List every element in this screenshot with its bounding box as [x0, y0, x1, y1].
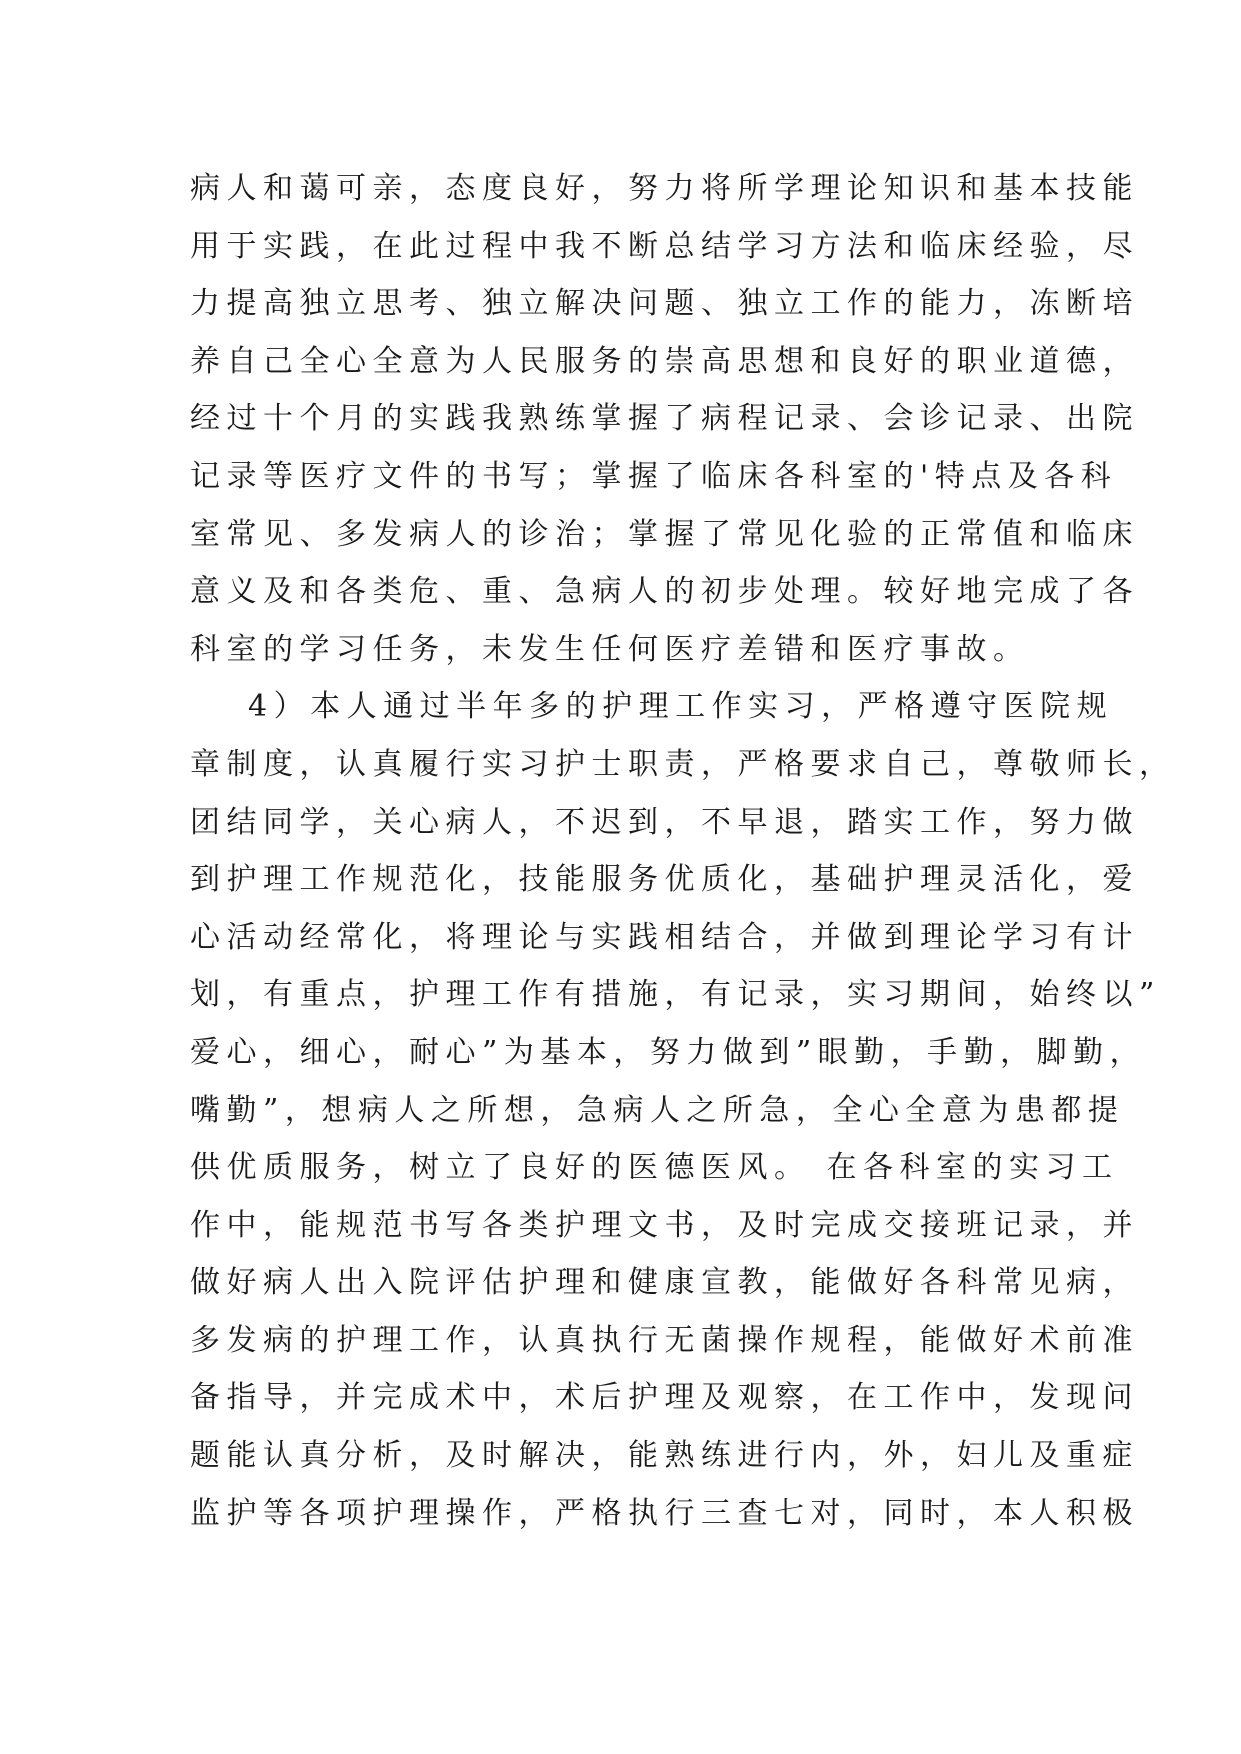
text-line: 划，有重点，护理工作有措施，有记录，实习期间，始终以” — [190, 977, 1161, 1013]
text-line: 心活动经常化，将理论与实践相结合，并做到理论学习有计 — [190, 919, 1139, 955]
text-line: 意义及和各类危、重、急病人的初步处理。较好地完成了各 — [190, 574, 1139, 610]
text-line: 做好病人出入院评估护理和健康宣教，能做好各科常见病， — [190, 1265, 1139, 1301]
text-line: 室常见、多发病人的诊治；掌握了常见化验的正常值和临床 — [190, 516, 1139, 552]
text-line: 科室的学习任务，未发生任何医疗差错和医疗事故。 — [190, 631, 1030, 667]
text-line: 到护理工作规范化，技能服务优质化，基础护理灵活化，爱 — [190, 862, 1139, 898]
text-line: 多发病的护理工作，认真执行无菌操作规程，能做好术前准 — [190, 1322, 1139, 1358]
text-line: 经过十个月的实践我熟练掌握了病程记录、会诊记录、出院 — [190, 401, 1139, 437]
text-line: 养自己全心全意为人民服务的崇高思想和良好的职业道德， — [190, 343, 1139, 379]
text-line: 备指导，并完成术中，术后护理及观察，在工作中，发现问 — [190, 1380, 1139, 1416]
text-line: 力提高独立思考、独立解决问题、独立工作的能力，冻断培 — [190, 286, 1139, 322]
text-line: 章制度，认真履行实习护士职责，严格要求自己，尊敬师长， — [190, 746, 1176, 782]
text-line: 题能认真分析，及时解决，能熟练进行内，外，妇儿及重症 — [190, 1438, 1139, 1474]
text-line: 用于实践，在此过程中我不断总结学习方法和临床经验，尽 — [190, 228, 1139, 264]
text-line: 团结同学，关心病人，不迟到，不早退，踏实工作，努力做 — [190, 804, 1139, 840]
text-line: 爱心，细心，耐心”为基本，努力做到”眼勤，手勤，脚勤， — [190, 1034, 1147, 1070]
text-line: 作中，能规范书写各类护理文书，及时完成交接班记录，并 — [190, 1207, 1139, 1243]
text-line: 记录等医疗文件的书写；掌握了临床各科室的'特点及各科 — [190, 458, 1118, 494]
paragraph-start-line: 4）本人通过半年多的护理工作实习，严格遵守医院规 — [248, 689, 1114, 725]
text-line: 监护等各项护理操作，严格执行三查七对，同时，本人积极 — [190, 1495, 1139, 1531]
text-line: 病人和蔼可亲，态度良好，努力将所学理论知识和基本技能 — [190, 171, 1139, 206]
text-line: 嘴勤”，想病人之所想，急病人之所急，全心全意为患都提 — [190, 1092, 1125, 1128]
body-text — [190, 160, 1176, 1542]
text-line: 供优质服务，树立了良好的医德医风。 在各科室的实习工 — [190, 1150, 1119, 1186]
